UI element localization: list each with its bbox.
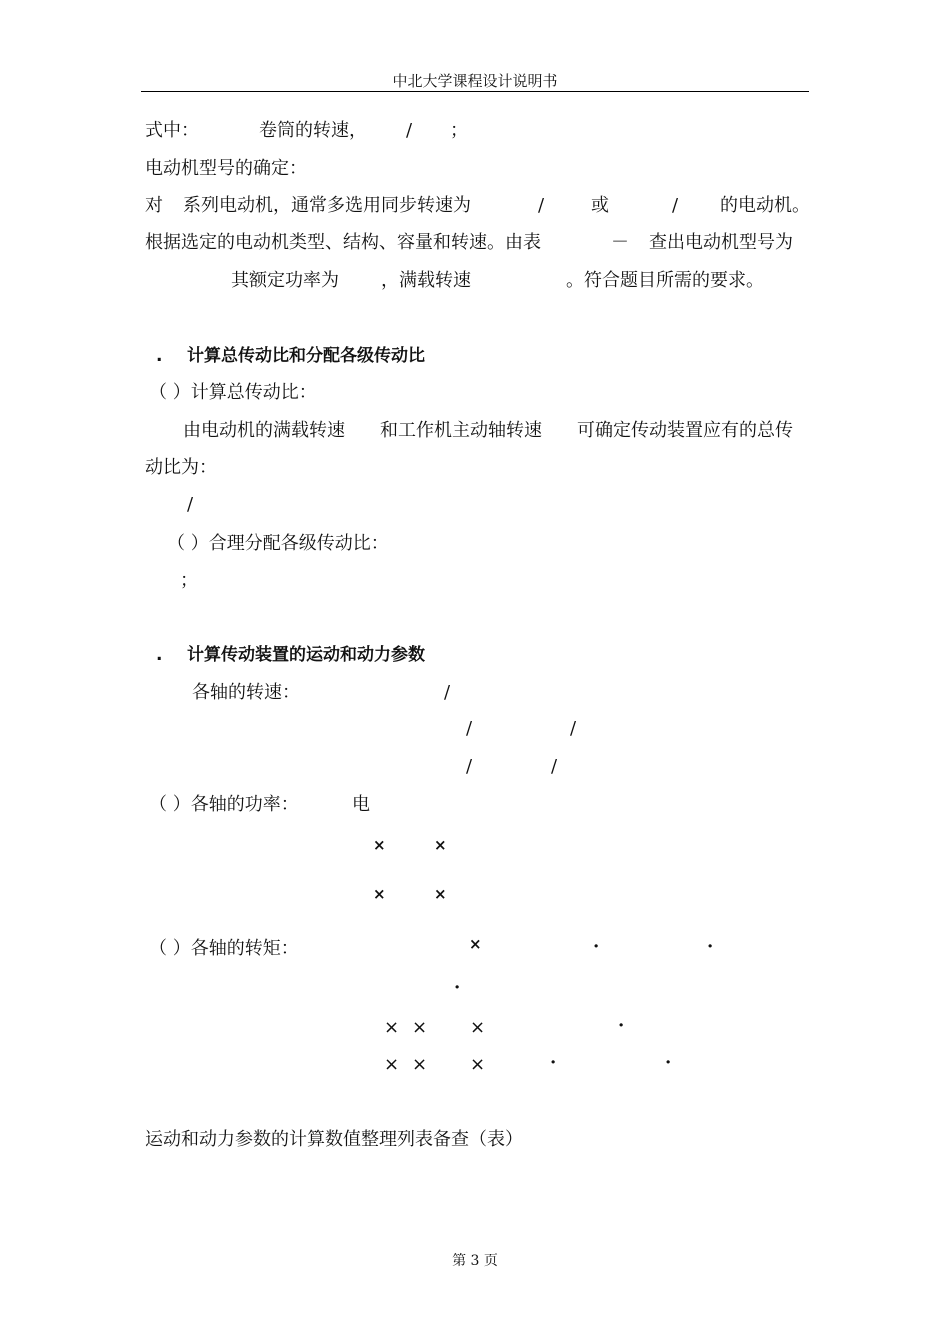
dot-operator: · (593, 936, 600, 957)
multiply-sign: × (412, 1017, 428, 1038)
text-ratio-desc-d: 动比为： (145, 457, 217, 478)
text-ratio-desc-a: 由电动机的满载转速 (183, 420, 345, 441)
multiply-sign: × (434, 885, 447, 903)
dot-operator: · (550, 1052, 557, 1073)
dot-operator: · (454, 977, 461, 998)
text-semicolon: ； (450, 120, 468, 141)
header-rule (141, 91, 809, 92)
dot-operator: · (707, 936, 714, 957)
text-slash: / (466, 756, 473, 777)
text-for: 对 (145, 195, 163, 216)
multiply-sign: × (373, 836, 386, 854)
text-slash: / (444, 682, 451, 703)
label-formula-where: 式中： (145, 120, 199, 141)
dot-operator: · (618, 1015, 625, 1036)
page-number: 第 3 页 (452, 1253, 498, 1269)
text-shaft-power-heading: （ ）各轴的功率： (149, 794, 299, 815)
section-title-motion-parameters: 计算传动装置的运动和动力参数 (187, 645, 425, 665)
multiply-sign: × (412, 1054, 428, 1075)
multiply-sign: × (384, 1054, 400, 1075)
text-slash: / (551, 756, 558, 777)
text-slash: / (406, 120, 413, 141)
text-shaft-torque-heading: （ ）各轴的转矩： (149, 938, 299, 959)
text-motor-model-heading: 电动机型号的确定： (145, 158, 307, 179)
text-slash: / (672, 195, 679, 216)
text-semicolon: ； (180, 570, 198, 591)
text-slash: / (466, 718, 473, 739)
text-ratio-desc-c: 可确定传动装置应有的总传 (577, 420, 793, 441)
multiply-sign: × (470, 1054, 486, 1075)
text-electric: 电 (352, 794, 370, 815)
text-slash: / (187, 494, 194, 515)
text-motor-model-found: 查出电动机型号为 (649, 232, 793, 253)
multiply-sign: × (384, 1017, 400, 1038)
text-parameter-table-note: 运动和动力参数的计算数值整理列表备查（表） (145, 1129, 523, 1150)
text-or: 或 (591, 195, 609, 216)
text-motor-suffix: 的电动机。 (720, 195, 810, 216)
text-meets-requirement: 。符合题目所需的要求。 (566, 270, 764, 291)
text-rated-power: 其额定功率为 (231, 270, 339, 291)
text-ratio-desc-b: 和工作机主动轴转速 (380, 420, 542, 441)
page-header: 中北大学课程设计说明书 (392, 72, 558, 90)
text-full-load-speed: ，满载转速 (381, 270, 471, 291)
text-shaft-speed-heading: 各轴的转速： (192, 682, 300, 703)
section-number: . (156, 645, 163, 665)
multiply-sign: × (470, 1017, 486, 1038)
text-slash: / (570, 718, 577, 739)
multiply-sign: × (469, 935, 482, 953)
multiply-sign: × (434, 836, 447, 854)
text-distribute-ratio-heading: （ ）合理分配各级传动比： (167, 533, 389, 554)
text-total-ratio-heading: （ ）计算总传动比： (149, 382, 317, 403)
multiply-sign: × (373, 885, 386, 903)
section-title-transmission-ratio: 计算总传动比和分配各级传动比 (187, 346, 425, 366)
section-number: . (156, 346, 163, 366)
dot-operator: · (665, 1052, 672, 1073)
text-drum-speed: 卷筒的转速， (259, 120, 367, 141)
text-slash: / (538, 195, 545, 216)
text-selection-basis: 根据选定的电动机类型、结构、容量和转速。由表 (145, 232, 541, 253)
text-series-motor: 系列电动机，通常多选用同步转速为 (183, 195, 471, 216)
text-dash: － (611, 232, 629, 253)
